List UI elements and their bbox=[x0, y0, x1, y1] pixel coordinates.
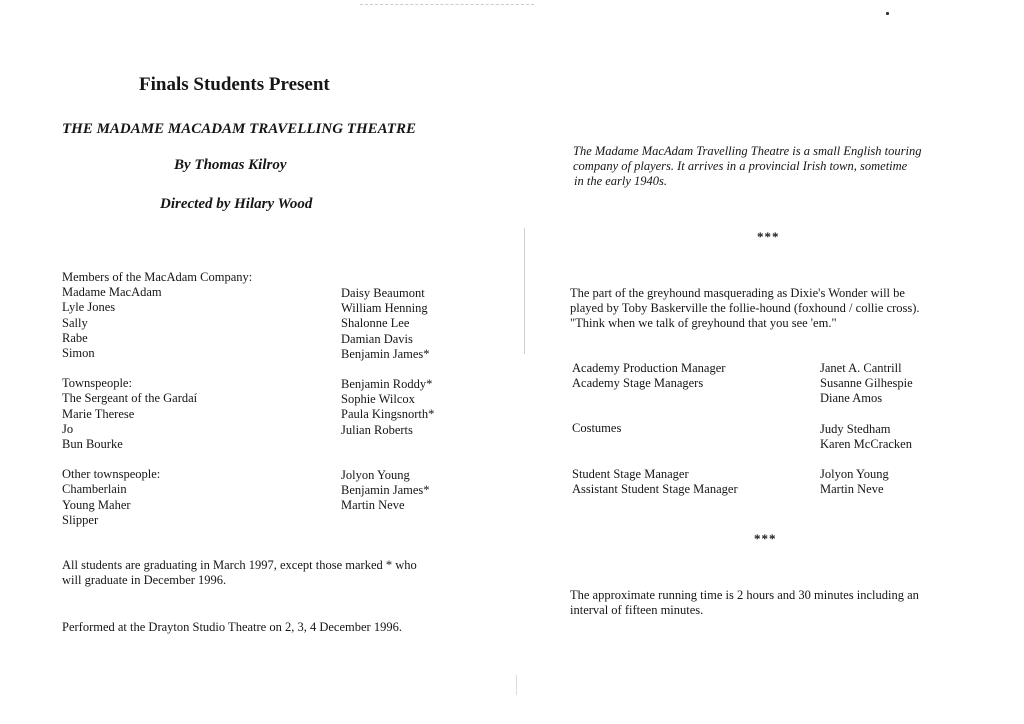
cast-role: Marie Therese bbox=[62, 406, 135, 421]
crew-role: Assistant Student Stage Manager bbox=[572, 481, 738, 496]
cast-actor: Benjamin James* bbox=[341, 483, 430, 498]
cast-role: Young Maher bbox=[62, 497, 131, 512]
greyhound-note-line: played by Toby Baskerville the follie-hound (foxhound / collie cross). bbox=[570, 301, 920, 315]
crew-names-column bbox=[820, 361, 913, 497]
cast-actor: Benjamin James* bbox=[341, 346, 430, 361]
cast-actor: Martin Neve bbox=[341, 498, 405, 513]
crew-role: Academy Production Manager bbox=[572, 361, 726, 375]
crew-roles-column bbox=[572, 361, 738, 497]
cast-actor: Daisy Beaumont bbox=[341, 286, 425, 300]
crew-name: Jolyon Young bbox=[820, 467, 889, 482]
townspeople-heading: Townspeople: bbox=[62, 376, 132, 391]
crew-role: Academy Stage Managers bbox=[572, 376, 704, 391]
running-time-line: interval of fifteen minutes. bbox=[570, 603, 704, 617]
cast-actor: Julian Roberts bbox=[341, 422, 413, 437]
cast-role: Rabe bbox=[62, 330, 88, 345]
play-title: THE MADAME MACADAM TRAVELLING THEATRE bbox=[62, 121, 416, 137]
cast-role: Simon bbox=[62, 346, 95, 361]
scan-artifact-line bbox=[360, 4, 534, 6]
author-credit: By Thomas Kilroy bbox=[174, 157, 287, 173]
cast-actors-column bbox=[341, 286, 434, 513]
page-fold-line bbox=[516, 675, 517, 695]
synopsis-line: The Madame MacAdam Travelling Theatre is a small English touring bbox=[573, 144, 922, 158]
crew-name: Janet A. Cantrill bbox=[820, 361, 902, 375]
greyhound-note-line: The part of the greyhound masquerading as Dixie's Wonder will be bbox=[570, 286, 905, 300]
cast-actor: Sophie Wilcox bbox=[341, 392, 415, 407]
crew-role: Student Stage Manager bbox=[572, 466, 689, 481]
cast-role: Madame MacAdam bbox=[62, 285, 162, 300]
cast-actor: Paula Kingsnorth* bbox=[341, 407, 435, 422]
cast-roles-column bbox=[62, 270, 252, 528]
running-time-line: The approximate running time is 2 hours and 30 minutes including an bbox=[570, 588, 919, 602]
cast-actor: Benjamin Roddy* bbox=[341, 377, 433, 392]
crew-name: Judy Stedham bbox=[820, 421, 891, 436]
section-divider-stars: *** bbox=[754, 531, 777, 546]
page-fold-line bbox=[524, 228, 525, 354]
greyhound-note bbox=[570, 286, 920, 331]
director-credit: Directed by Hilary Wood bbox=[160, 196, 313, 212]
cast-role: Slipper bbox=[62, 512, 99, 527]
cast-actor: Damian Davis bbox=[341, 331, 413, 346]
graduation-note-line: All students are graduating in March 1997, except those marked * who bbox=[62, 558, 417, 572]
greyhound-note-line: "Think when we talk of greyhound that you see 'em." bbox=[570, 316, 837, 330]
cast-actor: Shalonne Lee bbox=[341, 316, 410, 331]
crew-name: Diane Amos bbox=[820, 391, 883, 406]
cast-role: Chamberlain bbox=[62, 482, 127, 497]
members-heading: Members of the MacAdam Company: bbox=[62, 270, 253, 284]
section-divider-stars: *** bbox=[757, 229, 780, 244]
cast-role: The Sergeant of the Gardaí bbox=[62, 391, 198, 406]
crew-role: Costumes bbox=[572, 421, 622, 436]
synopsis-line: in the early 1940s. bbox=[574, 174, 668, 188]
play-synopsis bbox=[573, 144, 921, 189]
cast-role: Sally bbox=[62, 315, 88, 330]
cast-role: Bun Bourke bbox=[62, 437, 123, 452]
crew-name: Susanne Gilhespie bbox=[820, 376, 913, 391]
cast-role: Lyle Jones bbox=[62, 300, 116, 315]
scan-speck bbox=[886, 12, 889, 15]
crew-name: Karen McCracken bbox=[820, 436, 912, 451]
graduation-note-line: will graduate in December 1996. bbox=[62, 573, 227, 587]
crew-name: Martin Neve bbox=[820, 482, 884, 497]
synopsis-line: company of players. It arrives in a provincial Irish town, sometime bbox=[573, 159, 908, 173]
cast-actor: Jolyon Young bbox=[341, 467, 410, 482]
cast-actor: William Henning bbox=[341, 301, 428, 316]
cast-role: Jo bbox=[62, 421, 74, 436]
graduation-note bbox=[62, 558, 417, 588]
other-townspeople-heading: Other townspeople: bbox=[62, 467, 161, 482]
running-time-note bbox=[570, 588, 919, 618]
program-heading: Finals Students Present bbox=[139, 74, 330, 95]
performance-note: Performed at the Drayton Studio Theatre on 2, 3, 4 December 1996. bbox=[62, 620, 402, 634]
